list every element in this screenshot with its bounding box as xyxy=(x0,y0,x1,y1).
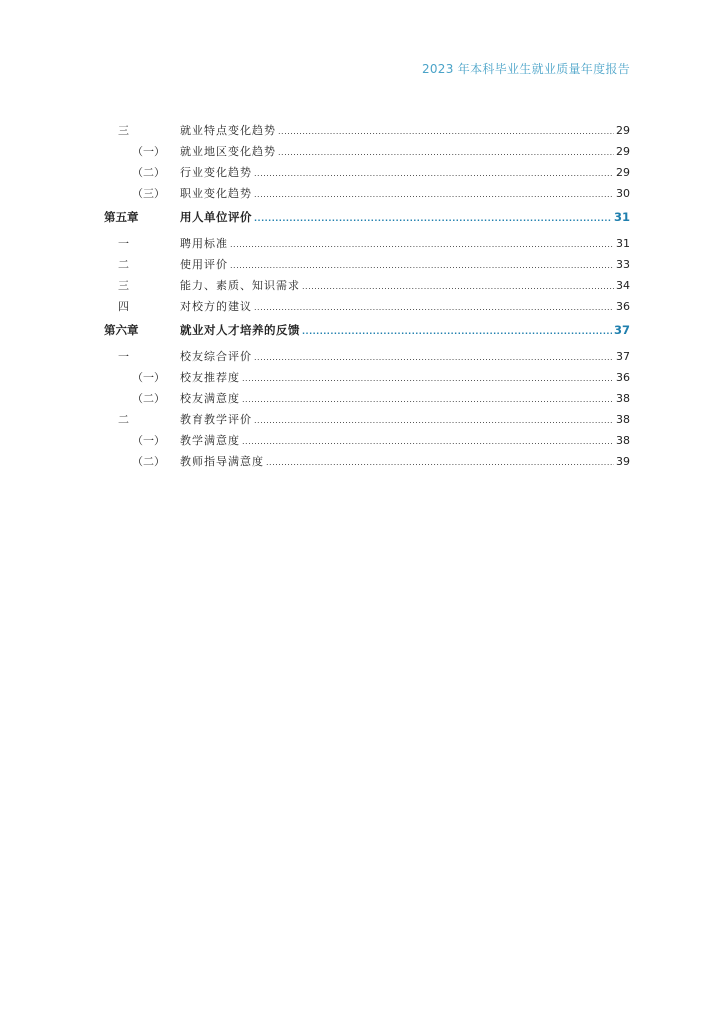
toc-dot-leader xyxy=(254,191,614,199)
toc-entry-number: （二） xyxy=(132,392,165,405)
toc-entry-section[interactable] xyxy=(104,122,630,143)
toc-dot-leader xyxy=(302,328,612,336)
toc-entry-title: 就业特点变化趋势 xyxy=(180,124,276,137)
toc-entry-title: 教学满意度 xyxy=(180,434,240,447)
toc-entry-title: 校友满意度 xyxy=(180,392,240,405)
toc-entry-number: （一） xyxy=(132,434,165,447)
toc-entry-number: 第六章 xyxy=(104,323,139,337)
toc-entry-number: （一） xyxy=(132,371,165,384)
toc-entry-page: 38 xyxy=(616,434,630,447)
toc-entry-page: 38 xyxy=(616,392,630,405)
toc-entry-title: 校友推荐度 xyxy=(180,371,240,384)
toc-dot-leader xyxy=(254,354,614,362)
toc-dot-leader xyxy=(266,459,614,467)
toc-entry-page: 31 xyxy=(616,237,630,250)
toc-entry-number: （三） xyxy=(132,187,165,200)
toc-entry-number: （一） xyxy=(132,145,165,158)
toc-entry-page: 38 xyxy=(616,413,630,426)
toc-dot-leader xyxy=(242,396,614,404)
toc-entry-subsection[interactable] xyxy=(104,369,630,390)
toc-entry-chapter[interactable] xyxy=(104,209,630,233)
toc-entry-title: 能力、素质、知识需求 xyxy=(180,279,300,292)
toc-dot-leader xyxy=(254,215,612,223)
toc-entry-number: 二 xyxy=(118,258,129,271)
toc-entry-subsection[interactable] xyxy=(104,390,630,411)
toc-entry-subsection[interactable] xyxy=(104,164,630,185)
toc-entry-number: 第五章 xyxy=(104,210,139,224)
toc-entry-number: 三 xyxy=(118,124,129,137)
toc-entry-number: 一 xyxy=(118,237,129,250)
toc-dot-leader xyxy=(242,375,614,383)
toc-entry-page: 31 xyxy=(613,210,630,224)
toc-dot-leader xyxy=(278,149,614,157)
toc-dot-leader xyxy=(230,262,614,270)
toc-entry-section[interactable] xyxy=(104,256,630,277)
toc-entry-section[interactable] xyxy=(104,348,630,369)
toc-entry-page: 29 xyxy=(616,124,630,137)
toc-entry-page: 30 xyxy=(616,187,630,200)
toc-entry-section[interactable] xyxy=(104,411,630,432)
toc-entry-title: 使用评价 xyxy=(180,258,228,271)
toc-entry-number: 一 xyxy=(118,350,129,363)
table-of-contents xyxy=(104,122,630,474)
toc-entry-title: 教育教学评价 xyxy=(180,413,252,426)
toc-entry-section[interactable] xyxy=(104,298,630,319)
toc-entry-page: 37 xyxy=(616,350,630,363)
toc-dot-leader xyxy=(302,283,614,291)
toc-entry-title: 聘用标准 xyxy=(180,237,228,250)
toc-entry-subsection[interactable] xyxy=(104,432,630,453)
toc-entry-title: 校友综合评价 xyxy=(180,350,252,363)
toc-entry-page: 39 xyxy=(616,455,630,468)
toc-entry-title: 就业地区变化趋势 xyxy=(180,145,276,158)
toc-entry-page: 29 xyxy=(616,145,630,158)
toc-entry-title: 对校方的建议 xyxy=(180,300,252,313)
toc-entry-subsection[interactable] xyxy=(104,143,630,164)
toc-entry-section[interactable] xyxy=(104,235,630,256)
toc-entry-title: 用人单位评价 xyxy=(180,210,252,224)
toc-entry-title: 职业变化趋势 xyxy=(180,187,252,200)
toc-entry-number: 三 xyxy=(118,279,129,292)
page-header-title: 2023 年本科毕业生就业质量年度报告 xyxy=(421,62,630,76)
toc-entry-page: 36 xyxy=(616,300,630,313)
toc-entry-section[interactable] xyxy=(104,277,630,298)
toc-dot-leader xyxy=(230,241,614,249)
toc-entry-subsection[interactable] xyxy=(104,185,630,206)
toc-dot-leader xyxy=(254,170,614,178)
toc-dot-leader xyxy=(242,438,614,446)
toc-entry-page: 29 xyxy=(616,166,630,179)
toc-entry-chapter[interactable] xyxy=(104,322,630,346)
toc-dot-leader xyxy=(254,304,614,312)
toc-entry-title: 就业对人才培养的反馈 xyxy=(180,323,300,337)
toc-entry-subsection[interactable] xyxy=(104,453,630,474)
toc-entry-number: 四 xyxy=(118,300,129,313)
toc-entry-page: 34 xyxy=(616,279,630,292)
toc-entry-number: （二） xyxy=(132,166,165,179)
toc-entry-page: 37 xyxy=(613,323,630,337)
toc-entry-page: 33 xyxy=(616,258,630,271)
toc-entry-title: 教师指导满意度 xyxy=(180,455,264,468)
toc-entry-page: 36 xyxy=(616,371,630,384)
toc-dot-leader xyxy=(254,417,614,425)
toc-dot-leader xyxy=(278,128,614,136)
toc-entry-number: 二 xyxy=(118,413,129,426)
toc-entry-title: 行业变化趋势 xyxy=(180,166,252,179)
toc-entry-number: （二） xyxy=(132,455,165,468)
